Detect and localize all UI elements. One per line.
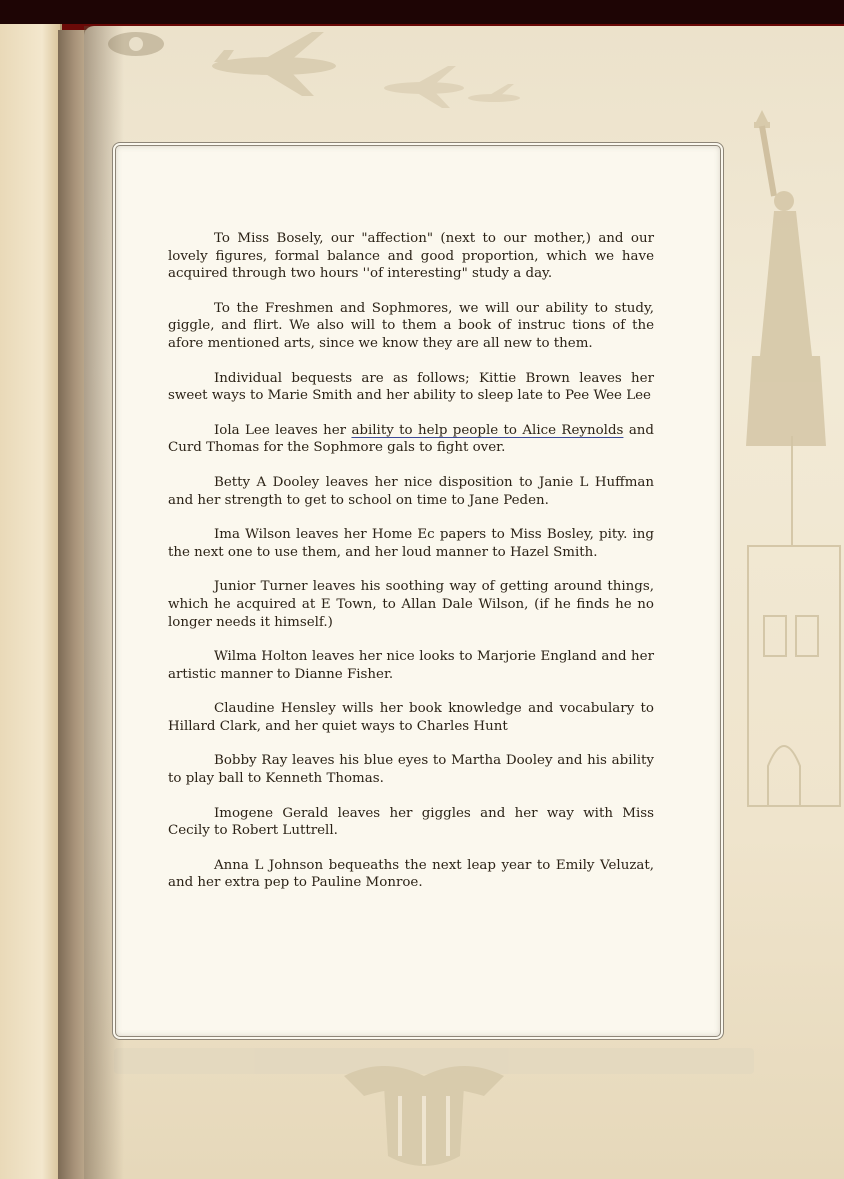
- paragraph-text: and Curd Thomas for the Sophmore gals to fight over.: [168, 422, 654, 456]
- pen-underlined-text: ability to help people to Alice Reynolds: [351, 422, 624, 438]
- top-dark-band: [0, 0, 844, 24]
- paragraph: To Miss Bosely, our "affection" (next to our mother,) and our lovely figures, formal balance and good proportion, which we have acquired through two hours ''of interesting" study a day.: [168, 231, 654, 282]
- paragraph: Anna L Johnson bequeaths the next leap year to Emily Veluzat, and her extra pep to Pauline Monroe.: [168, 857, 654, 891]
- paragraph: Claudine Hensley wills her book knowledge and vocabulary to Hillard Clark, and her quiet ways to Charles Hunt: [168, 701, 654, 734]
- paragraph: Individual bequests are as follows; Kittie Brown leaves her sweet ways to Marie Smith and her ability to sleep late to Pee Wee Lee: [168, 370, 654, 404]
- paragraph: Junior Turner leaves his soothing way of getting around things, which he acquired at E Town, to Allan Dale Wilson, (if he finds he no longer needs it himself.): [168, 579, 654, 630]
- statue-of-liberty-icon: [746, 110, 826, 446]
- paragraph: [168, 422, 654, 457]
- airplane-icon: [212, 32, 336, 96]
- eagle-shield-ornament: [114, 1048, 754, 1166]
- paragraph: Imogene Gerald leaves her giggles and her way with Miss Cecily to Robert Luttrell.: [168, 805, 654, 839]
- airplane-icon: [384, 66, 464, 108]
- paragraph-text: Iola Lee leaves her: [214, 422, 352, 438]
- paragraph: Betty A Dooley leaves her nice disposition to Janie L Huffman and her strength to get to school on time to Jane Peden.: [168, 474, 654, 508]
- left-page-edge: [0, 24, 62, 1179]
- school-building-icon: [748, 436, 840, 806]
- paragraph: Bobby Ray leaves his blue eyes to Martha Dooley and his ability to play ball to Kenneth Thomas.: [168, 753, 654, 787]
- airplane-icon: [468, 84, 520, 102]
- paragraph: To the Freshmen and Sophmores, we will our ability to study, giggle, and flirt. We also will to them a book of instruc tions of the afore mentioned arts, since we know they are all new to them.: [168, 300, 654, 351]
- paragraph: Ima Wilson leaves her Home Ec papers to Miss Bosley, pity. ing the next one to use them, and her loud manner to Hazel Smith.: [168, 527, 654, 560]
- paragraph: Wilma Holton leaves her nice looks to Marjorie England and her artistic manner to Dianne Fisher.: [168, 649, 654, 682]
- bequests-text: [168, 230, 654, 909]
